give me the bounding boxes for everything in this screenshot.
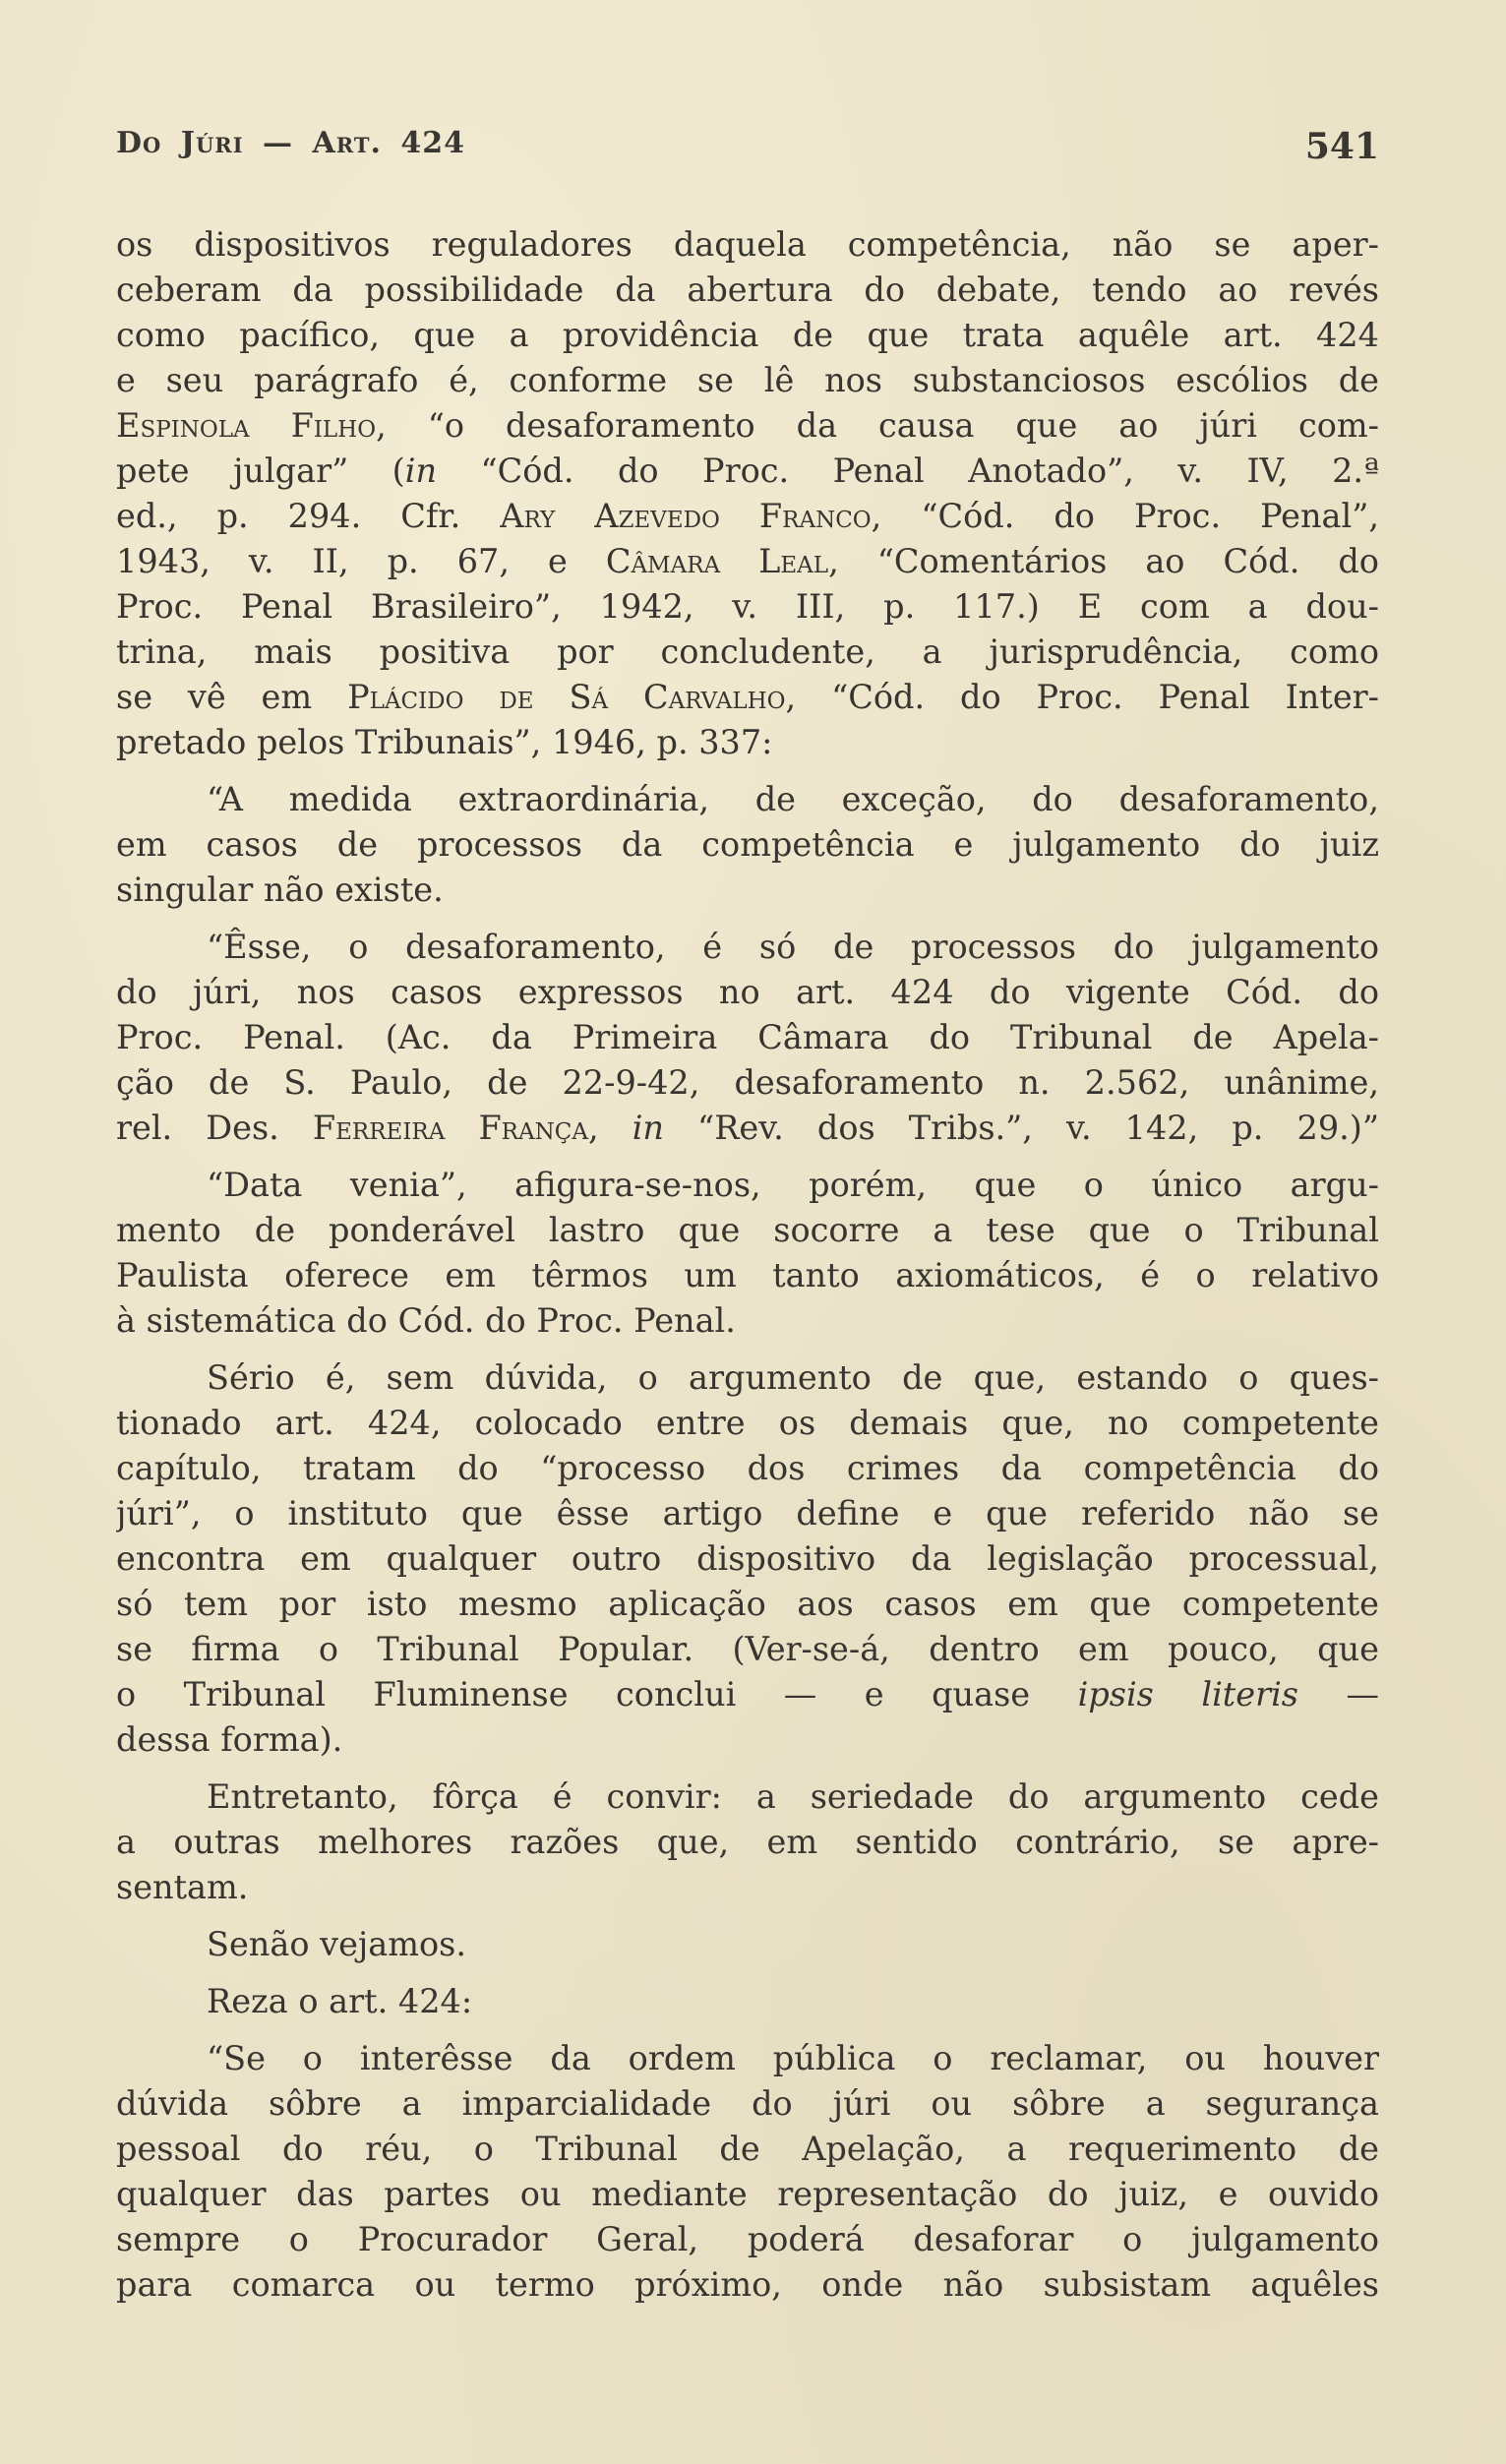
text-line xyxy=(116,1865,1379,1910)
text-run: in xyxy=(404,451,438,490)
text-line xyxy=(116,1672,1379,1717)
text-line xyxy=(116,2036,1379,2081)
text-line xyxy=(116,1979,1379,2024)
body-text xyxy=(116,222,1379,2308)
text-run: — xyxy=(1298,1675,1379,1713)
text-line xyxy=(116,358,1379,403)
text-line xyxy=(116,868,1379,913)
text-run: , “o desaforamento da causa que ao júri com- xyxy=(376,406,1379,445)
text-line xyxy=(116,630,1379,675)
author-name: Ary Azevedo Franco xyxy=(500,497,872,535)
text-line xyxy=(116,1446,1379,1491)
text-line xyxy=(116,1253,1379,1298)
text-line xyxy=(116,1582,1379,1627)
text-run: “Se o interêsse da ordem pública o reclamar, ou houver xyxy=(207,2039,1379,2077)
text-run: pessoal do réu, o Tribunal de Apelação, a requerimento de xyxy=(116,2130,1379,2168)
running-title-chapter: Do Júri xyxy=(116,126,244,160)
paragraph-continuation xyxy=(116,222,1379,765)
text-run: “Cód. do Proc. Penal Anotado”, v. IV, 2.ª xyxy=(437,451,1379,490)
text-run: Senão vejamos. xyxy=(207,1925,467,1963)
text-run: Paulista oferece em têrmos um tanto axiomáticos, é o relativo xyxy=(116,1256,1379,1294)
text-line xyxy=(116,313,1379,358)
text-run: mento de ponderável lastro que socorre a tese que o Tribunal xyxy=(116,1211,1379,1249)
text-run: “Rev. dos Tribs.”, v. 142, p. 29.)” xyxy=(663,1109,1379,1147)
text-run: dúvida sôbre a imparcialidade do júri ou sôbre a segurança xyxy=(116,2084,1379,2123)
text-run: Reza o art. 424: xyxy=(207,1982,473,2020)
running-title xyxy=(116,126,465,160)
paragraph xyxy=(116,1774,1379,1910)
text-line xyxy=(116,2127,1379,2172)
text-run: para comarca ou termo próximo, onde não subsistam aquêles xyxy=(116,2265,1379,2304)
text-line xyxy=(116,1820,1379,1865)
text-line xyxy=(116,1298,1379,1344)
paragraph xyxy=(116,1979,1379,2024)
text-run: “Êsse, o desaforamento, é só de processos do julgamento xyxy=(207,928,1379,966)
author-name: Ferreira França xyxy=(312,1109,588,1147)
paragraph xyxy=(116,1922,1379,1967)
text-line xyxy=(116,970,1379,1015)
text-line xyxy=(116,720,1379,765)
text-line xyxy=(116,2262,1379,2308)
text-line xyxy=(116,1163,1379,1208)
text-line xyxy=(116,539,1379,584)
running-head xyxy=(116,126,1379,169)
text-line xyxy=(116,2217,1379,2262)
text-run: ceberam da possibilidade da abertura do debate, tendo ao revés xyxy=(116,270,1379,309)
text-run: singular não existe. xyxy=(116,871,444,909)
text-run: “Data venia”, afigura-se-nos, porém, que o único argu- xyxy=(207,1166,1379,1204)
text-run: , “Cód. do Proc. Penal”, xyxy=(871,497,1379,535)
text-line xyxy=(116,1627,1379,1672)
text-run: júri”, o instituto que êsse artigo define e que referido não se xyxy=(116,1494,1379,1532)
text-run: ção de S. Paulo, de 22-9-42, desaforamento n. 2.562, unânime, xyxy=(116,1063,1379,1102)
text-line xyxy=(116,2081,1379,2127)
text-line xyxy=(116,925,1379,970)
text-line xyxy=(116,1355,1379,1401)
text-run: pretado pelos Tribunais”, 1946, p. 337: xyxy=(116,723,773,761)
text-run: em casos de processos da competência e julgamento do juiz xyxy=(116,825,1379,864)
text-line xyxy=(116,1922,1379,1967)
paragraph xyxy=(116,1355,1379,1763)
text-line xyxy=(116,1060,1379,1106)
text-line xyxy=(116,494,1379,539)
text-run: , xyxy=(587,1109,633,1147)
text-line xyxy=(116,2172,1379,2217)
text-line xyxy=(116,584,1379,630)
text-line xyxy=(116,1536,1379,1582)
text-run: 1943, v. II, p. 67, e xyxy=(116,542,606,580)
text-run: os dispositivos reguladores daquela competência, não se aper- xyxy=(116,225,1379,264)
author-name: Espinola Filho xyxy=(116,406,377,445)
text-line xyxy=(116,1774,1379,1820)
text-run: tionado art. 424, colocado entre os demais que, no competente xyxy=(116,1404,1379,1442)
text-line xyxy=(116,777,1379,822)
text-line xyxy=(116,675,1379,720)
text-line xyxy=(116,449,1379,494)
text-run: “A medida extraordinária, de exceção, do desaforamento, xyxy=(207,780,1379,818)
text-run: , “Cód. do Proc. Penal Inter- xyxy=(785,678,1379,716)
block-quote xyxy=(116,2036,1379,2308)
text-line xyxy=(116,268,1379,313)
text-run: ipsis literis xyxy=(1077,1675,1298,1713)
text-line xyxy=(116,1015,1379,1060)
text-run: Proc. Penal Brasileiro”, 1942, v. III, p. 117.) E com a dou- xyxy=(116,587,1379,626)
block-quote xyxy=(116,925,1379,1151)
block-quote xyxy=(116,777,1379,913)
text-line xyxy=(116,1717,1379,1763)
text-line xyxy=(116,1491,1379,1536)
paragraph xyxy=(116,1163,1379,1344)
text-run: sentam. xyxy=(116,1868,249,1906)
text-run: capítulo, tratam do “processo dos crimes da competência do xyxy=(116,1449,1379,1487)
text-run: do júri, nos casos expressos no art. 424 do vigente Cód. do xyxy=(116,973,1379,1011)
text-run: se vê em xyxy=(116,678,348,716)
author-name: Plácido de Sá Carvalho xyxy=(347,678,786,716)
text-run: o Tribunal Fluminense conclui — e quase xyxy=(116,1675,1078,1713)
text-run: como pacífico, que a providência de que trata aquêle art. 424 xyxy=(116,316,1379,354)
text-run: a outras melhores razões que, em sentido contrário, se apre- xyxy=(116,1823,1379,1861)
text-run: Sério é, sem dúvida, o argumento de que, estando o ques- xyxy=(207,1358,1379,1397)
text-run: dessa forma). xyxy=(116,1720,343,1759)
text-line xyxy=(116,1208,1379,1253)
text-run: encontra em qualquer outro dispositivo da legislação processual, xyxy=(116,1539,1379,1578)
text-run: ed., p. 294. Cfr. xyxy=(116,497,501,535)
text-run: in xyxy=(632,1109,664,1147)
page-number: 541 xyxy=(1304,126,1379,167)
text-run: só tem por isto mesmo aplicação aos casos em que competente xyxy=(116,1585,1379,1623)
text-run: qualquer das partes ou mediante representação do juiz, e ouvido xyxy=(116,2175,1379,2213)
running-title-article: Art. 424 xyxy=(312,126,465,160)
text-line xyxy=(116,1106,1379,1151)
text-run: Proc. Penal. (Ac. da Primeira Câmara do Tribunal de Apela- xyxy=(116,1018,1379,1056)
text-run: se firma o Tribunal Popular. (Ver-se-á, dentro em pouco, que xyxy=(116,1630,1379,1668)
text-line xyxy=(116,403,1379,449)
text-run: e seu parágrafo é, conforme se lê nos substanciosos escólios de xyxy=(116,361,1379,399)
text-run: rel. Des. xyxy=(116,1109,313,1147)
running-title-dash: — xyxy=(263,126,293,160)
text-run: , “Comentários ao Cód. do xyxy=(828,542,1379,580)
text-line xyxy=(116,1401,1379,1446)
text-line xyxy=(116,822,1379,868)
text-run: à sistemática do Cód. do Proc. Penal. xyxy=(116,1301,736,1340)
text-line xyxy=(116,222,1379,268)
text-run: sempre o Procurador Geral, poderá desaforar o julgamento xyxy=(116,2220,1379,2258)
text-run: Entretanto, fôrça é convir: a seriedade do argumento cede xyxy=(207,1777,1379,1816)
author-name: Câmara Leal xyxy=(605,542,829,580)
text-run: trina, mais positiva por concludente, a jurisprudência, como xyxy=(116,632,1379,671)
text-run: pete julgar” ( xyxy=(116,451,405,490)
